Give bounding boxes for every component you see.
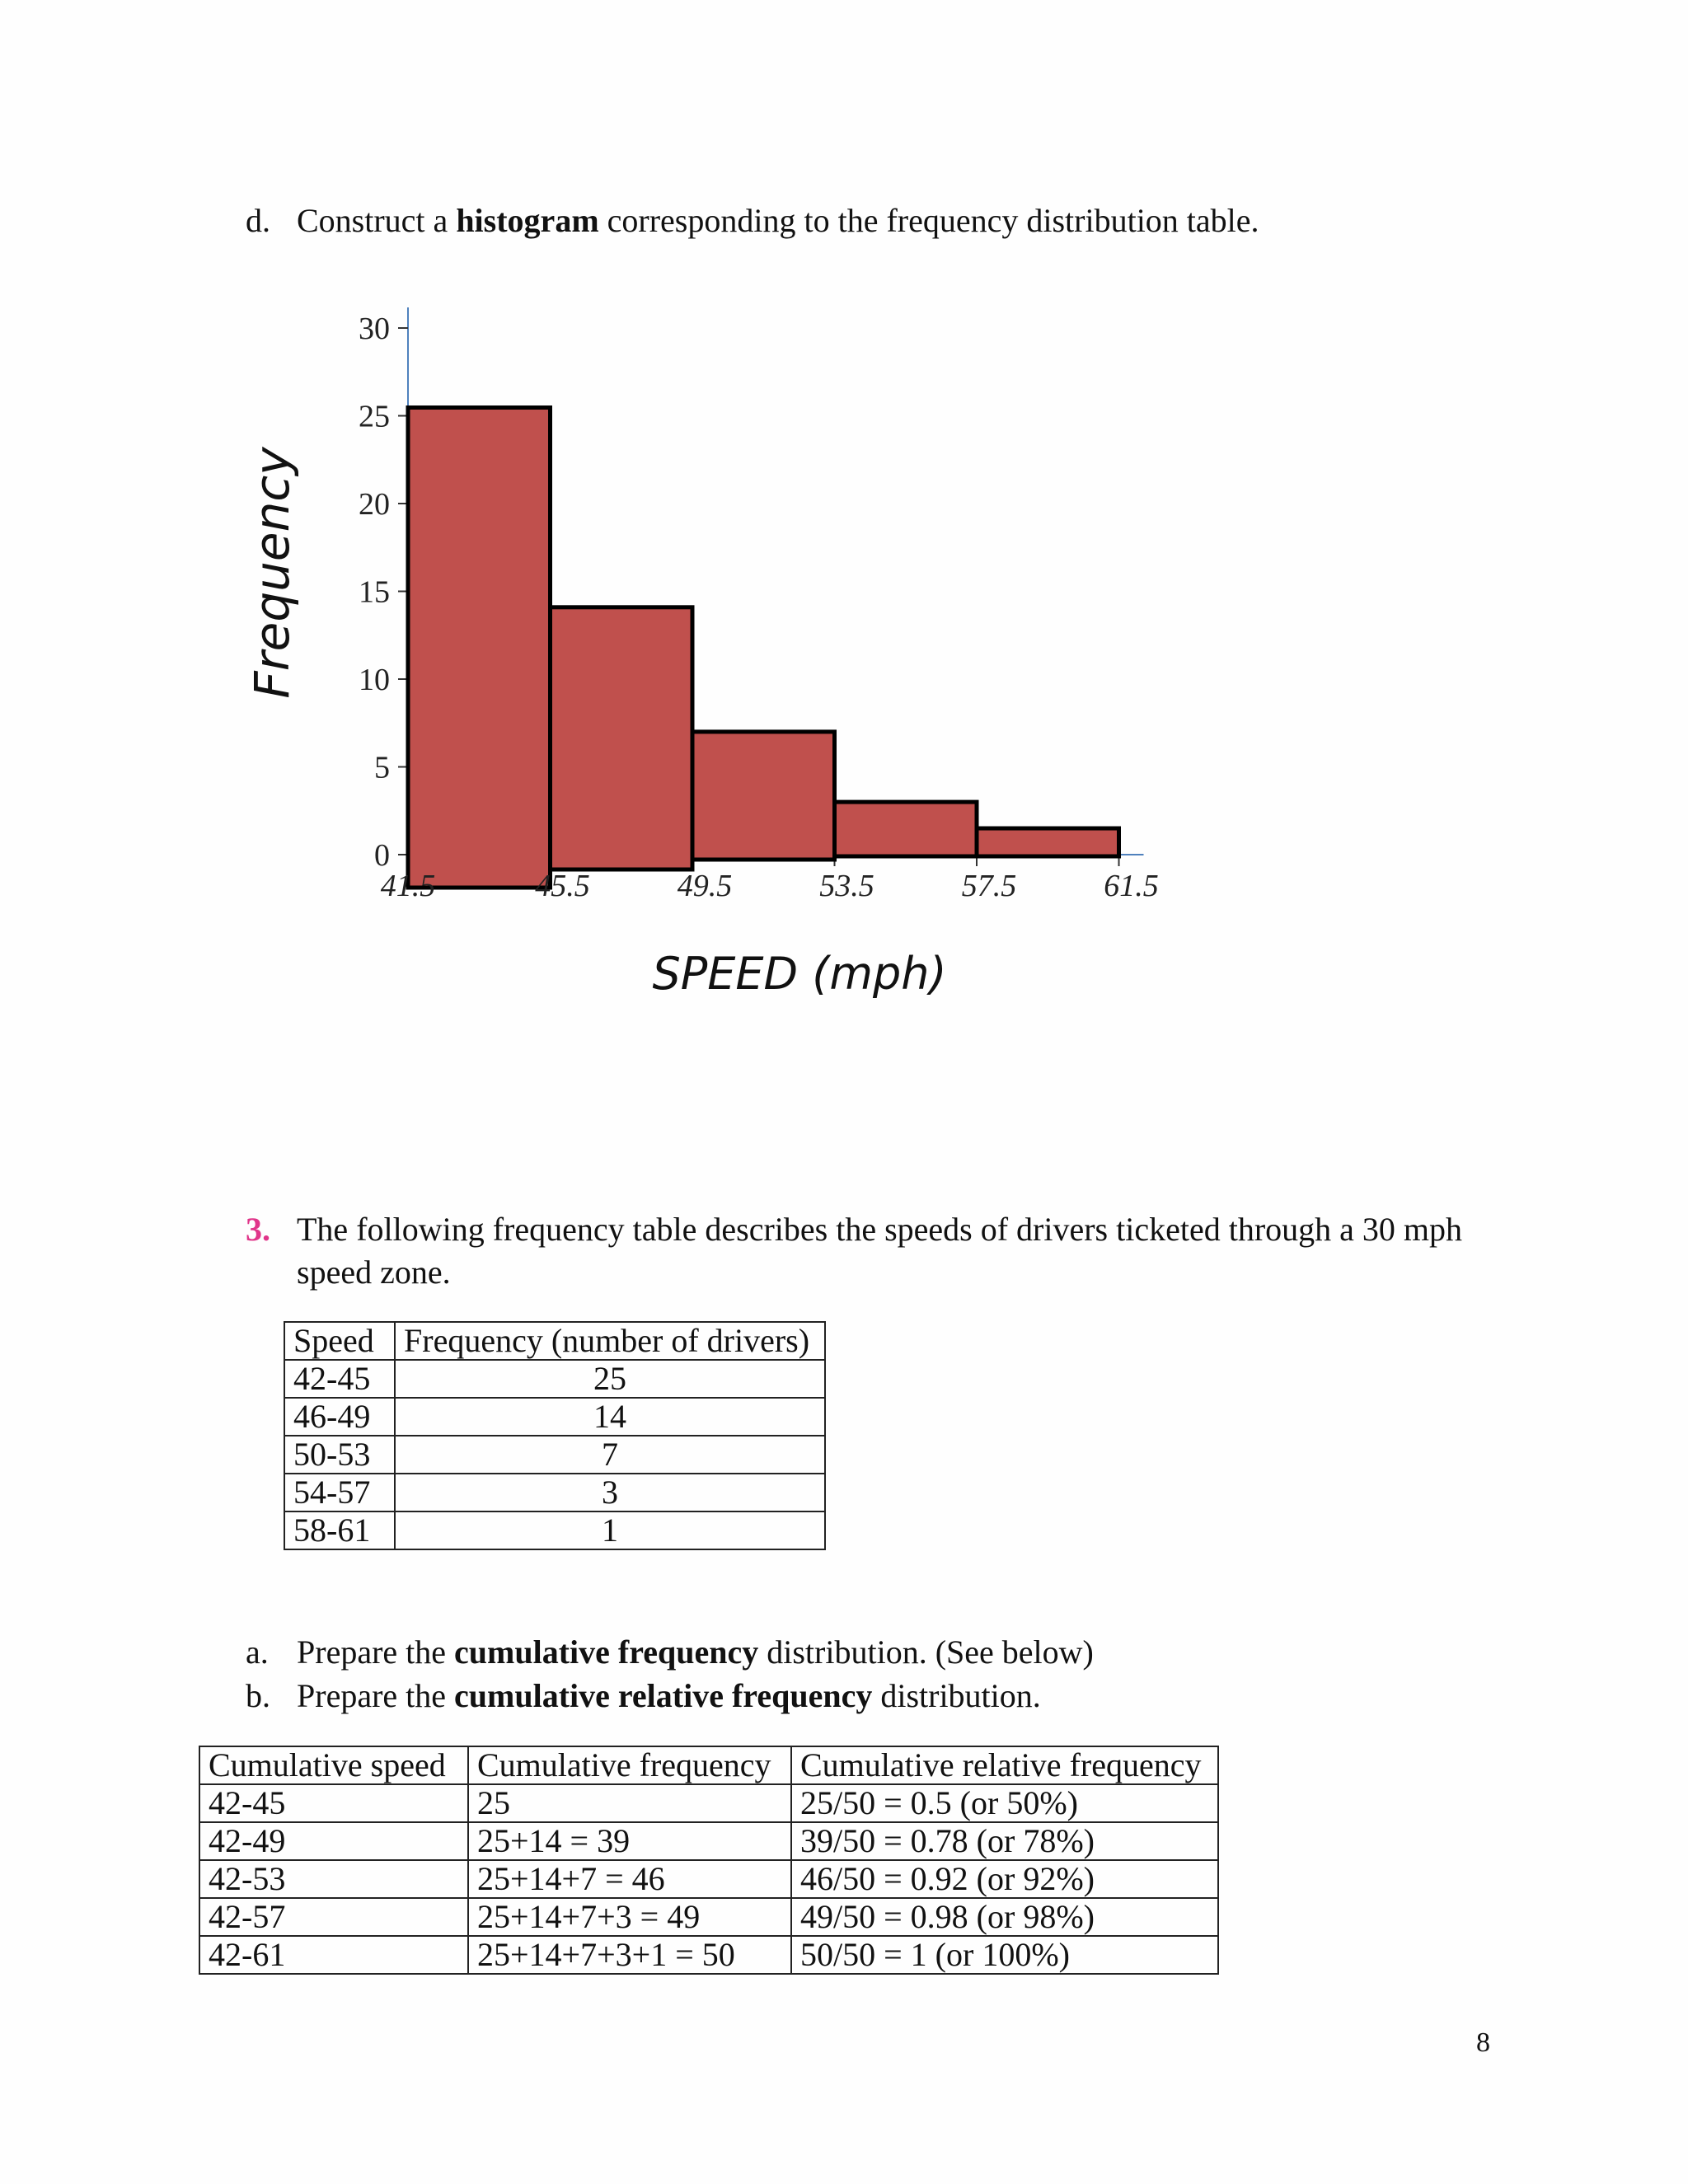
table-cell: 1 (395, 1511, 825, 1549)
part-d-instruction (246, 204, 1259, 237)
table-header-cell: Speed (284, 1322, 395, 1360)
table-header-cell: Cumulative speed (199, 1746, 468, 1784)
table-cell: 46-49 (284, 1398, 395, 1436)
y-tick-label: 10 (359, 663, 390, 697)
table-row (199, 1936, 1218, 1974)
table-header-cell: Frequency (number of drivers) (395, 1322, 825, 1360)
table-cell: 42-45 (284, 1360, 395, 1398)
table-cell: 42-49 (199, 1822, 468, 1860)
table-cell: 42-53 (199, 1860, 468, 1898)
table-row (284, 1398, 825, 1436)
x-tick-label: 57.5 (961, 869, 1017, 903)
part-b-instruction (246, 1677, 1041, 1714)
part-d-text-after: corresponding to the frequency distribution table. (598, 202, 1259, 239)
table-cell: 25+14+7+3+1 = 50 (468, 1936, 791, 1974)
x-axis-label: SPEED (mph) (652, 948, 947, 1000)
x-tick-label: 53.5 (819, 869, 874, 903)
part-a-bold-term: cumulative frequency (454, 1633, 759, 1671)
histogram-chart (231, 288, 1170, 1030)
part-d-bold-term: histogram (456, 202, 599, 239)
histogram-bar (692, 732, 835, 860)
histogram-bar (551, 607, 693, 869)
table-cell: 3 (395, 1474, 825, 1511)
part-a-text-after: distribution. (See below) (758, 1633, 1094, 1671)
table-row (284, 1474, 825, 1511)
y-tick-label: 15 (359, 574, 390, 610)
histogram-bar (977, 828, 1119, 856)
x-tick-label: 45.5 (535, 869, 590, 903)
y-tick-label: 30 (359, 312, 390, 346)
table-row (284, 1360, 825, 1398)
table-cell: 39/50 = 0.78 (or 78%) (791, 1822, 1218, 1860)
table-cell: 25 (468, 1784, 791, 1822)
y-tick-label: 0 (374, 838, 390, 873)
part-b-text-before: Prepare the (297, 1677, 455, 1714)
table-row (199, 1898, 1218, 1936)
part-a-text-before: Prepare the (297, 1633, 455, 1671)
x-tick-label: 41.5 (380, 869, 436, 903)
table-cell: 46/50 = 0.92 (or 92%) (791, 1860, 1218, 1898)
part-a-marker: a. (246, 1633, 269, 1671)
problem-3-line-1: The following frequency table describes the speeds of drivers ticketed through a 30 mph (297, 1211, 1463, 1248)
table-cell: 54-57 (284, 1474, 395, 1511)
problem-3-text-continued (297, 1256, 451, 1289)
table-cell: 42-45 (199, 1784, 468, 1822)
table-cell: 42-57 (199, 1898, 468, 1936)
table-row (199, 1822, 1218, 1860)
part-b-marker: b. (246, 1677, 270, 1714)
table-header-cell: Cumulative relative frequency (791, 1746, 1218, 1784)
table-row (284, 1436, 825, 1474)
part-b-bold-term: cumulative relative frequency (454, 1677, 873, 1714)
table-row (284, 1511, 825, 1549)
table-cell: 14 (395, 1398, 825, 1436)
table-cell: 25+14 = 39 (468, 1822, 791, 1860)
table-cell: 50-53 (284, 1436, 395, 1474)
problem-3-line-2: speed zone. (297, 1254, 451, 1291)
part-b-text-after: distribution. (872, 1677, 1041, 1714)
histogram-bar (835, 802, 978, 856)
table-cell: 49/50 = 0.98 (or 98%) (791, 1898, 1218, 1936)
table-header-cell: Cumulative frequency (468, 1746, 791, 1784)
table-cell: 25+14+7 = 46 (468, 1860, 791, 1898)
table-cell: 25 (395, 1360, 825, 1398)
frequency-table (284, 1321, 826, 1550)
part-a-instruction (246, 1633, 1094, 1671)
y-axis-label: Frequency (244, 447, 300, 699)
table-header-row (284, 1322, 825, 1360)
table-cell: 50/50 = 1 (or 100%) (791, 1936, 1218, 1974)
table-cell: 7 (395, 1436, 825, 1474)
y-tick-label: 20 (359, 487, 390, 522)
table-cell: 25+14+7+3 = 49 (468, 1898, 791, 1936)
table-cell: 42-61 (199, 1936, 468, 1974)
histogram-bar (408, 408, 551, 888)
table-cell: 58-61 (284, 1511, 395, 1549)
y-tick-label: 5 (374, 750, 390, 785)
cumulative-table (199, 1746, 1219, 1975)
table-row (199, 1860, 1218, 1898)
table-header-row (199, 1746, 1218, 1784)
part-d-text-before: Construct a (297, 202, 457, 239)
problem-3-text (246, 1213, 1462, 1246)
y-tick-label: 25 (359, 399, 390, 434)
table-cell: 25/50 = 0.5 (or 50%) (791, 1784, 1218, 1822)
part-d-marker: d. (246, 202, 270, 239)
problem-number: 3. (246, 1211, 270, 1248)
x-tick-label: 61.5 (1104, 869, 1159, 903)
page-number: 8 (1476, 2027, 1490, 2058)
x-tick-label: 49.5 (677, 869, 733, 903)
table-row (199, 1784, 1218, 1822)
